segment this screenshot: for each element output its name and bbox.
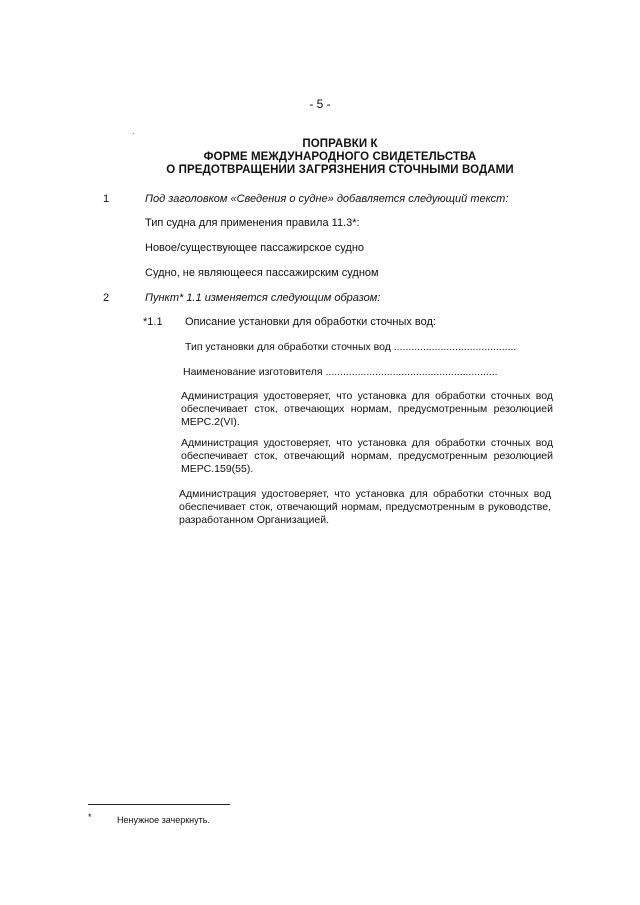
item-heading: Пункт* 1.1 изменяется следующим образом: [145,292,381,304]
title-line-3: О ПРЕДОТВРАЩЕНИИ ЗАГРЯЗНЕНИЯ СТОЧНЫМИ ВОДАМИ [166,164,514,176]
certification-paragraph-mepc2: Администрация удостоверяет, что установка для обработки сточных вод обеспечивает сток, отвечающих нормам, предусмотренным резолюцией МЕРС.2(VI). [181,390,553,428]
sub-item-heading: Описание установки для обработки сточных вод: [185,316,436,328]
footnote-marker: * [88,812,92,822]
plant-type-field: Тип установки для обработки сточных вод .......................................... [185,341,517,353]
title-line-2: ФОРМЕ МЕЖДУНАРОДНОГО СВИДЕТЕЛЬСТВА [203,151,477,163]
page-number: - 5 - [309,97,331,111]
scan-speck [133,133,134,134]
item-number: 2 [103,292,110,304]
footnote-rule [88,804,230,805]
item-number: 1 [103,193,110,205]
item-heading: Под заголовком «Сведения о судне» добавляется следующий текст: [145,193,509,205]
certification-paragraph-guidelines: Администрация удостоверяет, что установка для обработки сточных вод обеспечивает сток, отвечающий нормам, предусмотренным в руководстве, разработанном Организацией. [179,488,551,526]
ship-type-line: Тип судна для применения правила 11.3*: [145,217,360,229]
manufacturer-field: Наименование изготовителя ........................................................... [183,366,498,378]
non-passenger-ship-line: Судно, не являющееся пассажирским судном [145,267,379,279]
certification-paragraph-mepc159: Администрация удостоверяет, что установка для обработки сточных вод обеспечивает сток, отвечающий нормам, предусмотренным резолюцией МЕРС.159(55). [181,437,553,475]
footnote-text: Ненужное зачеркнуть. [117,815,210,825]
sub-item-number: *1.1 [143,316,163,328]
title-line-1: ПОПРАВКИ К [302,138,378,150]
new-existing-ship-line: Новое/существующее пассажирское судно [145,242,365,254]
